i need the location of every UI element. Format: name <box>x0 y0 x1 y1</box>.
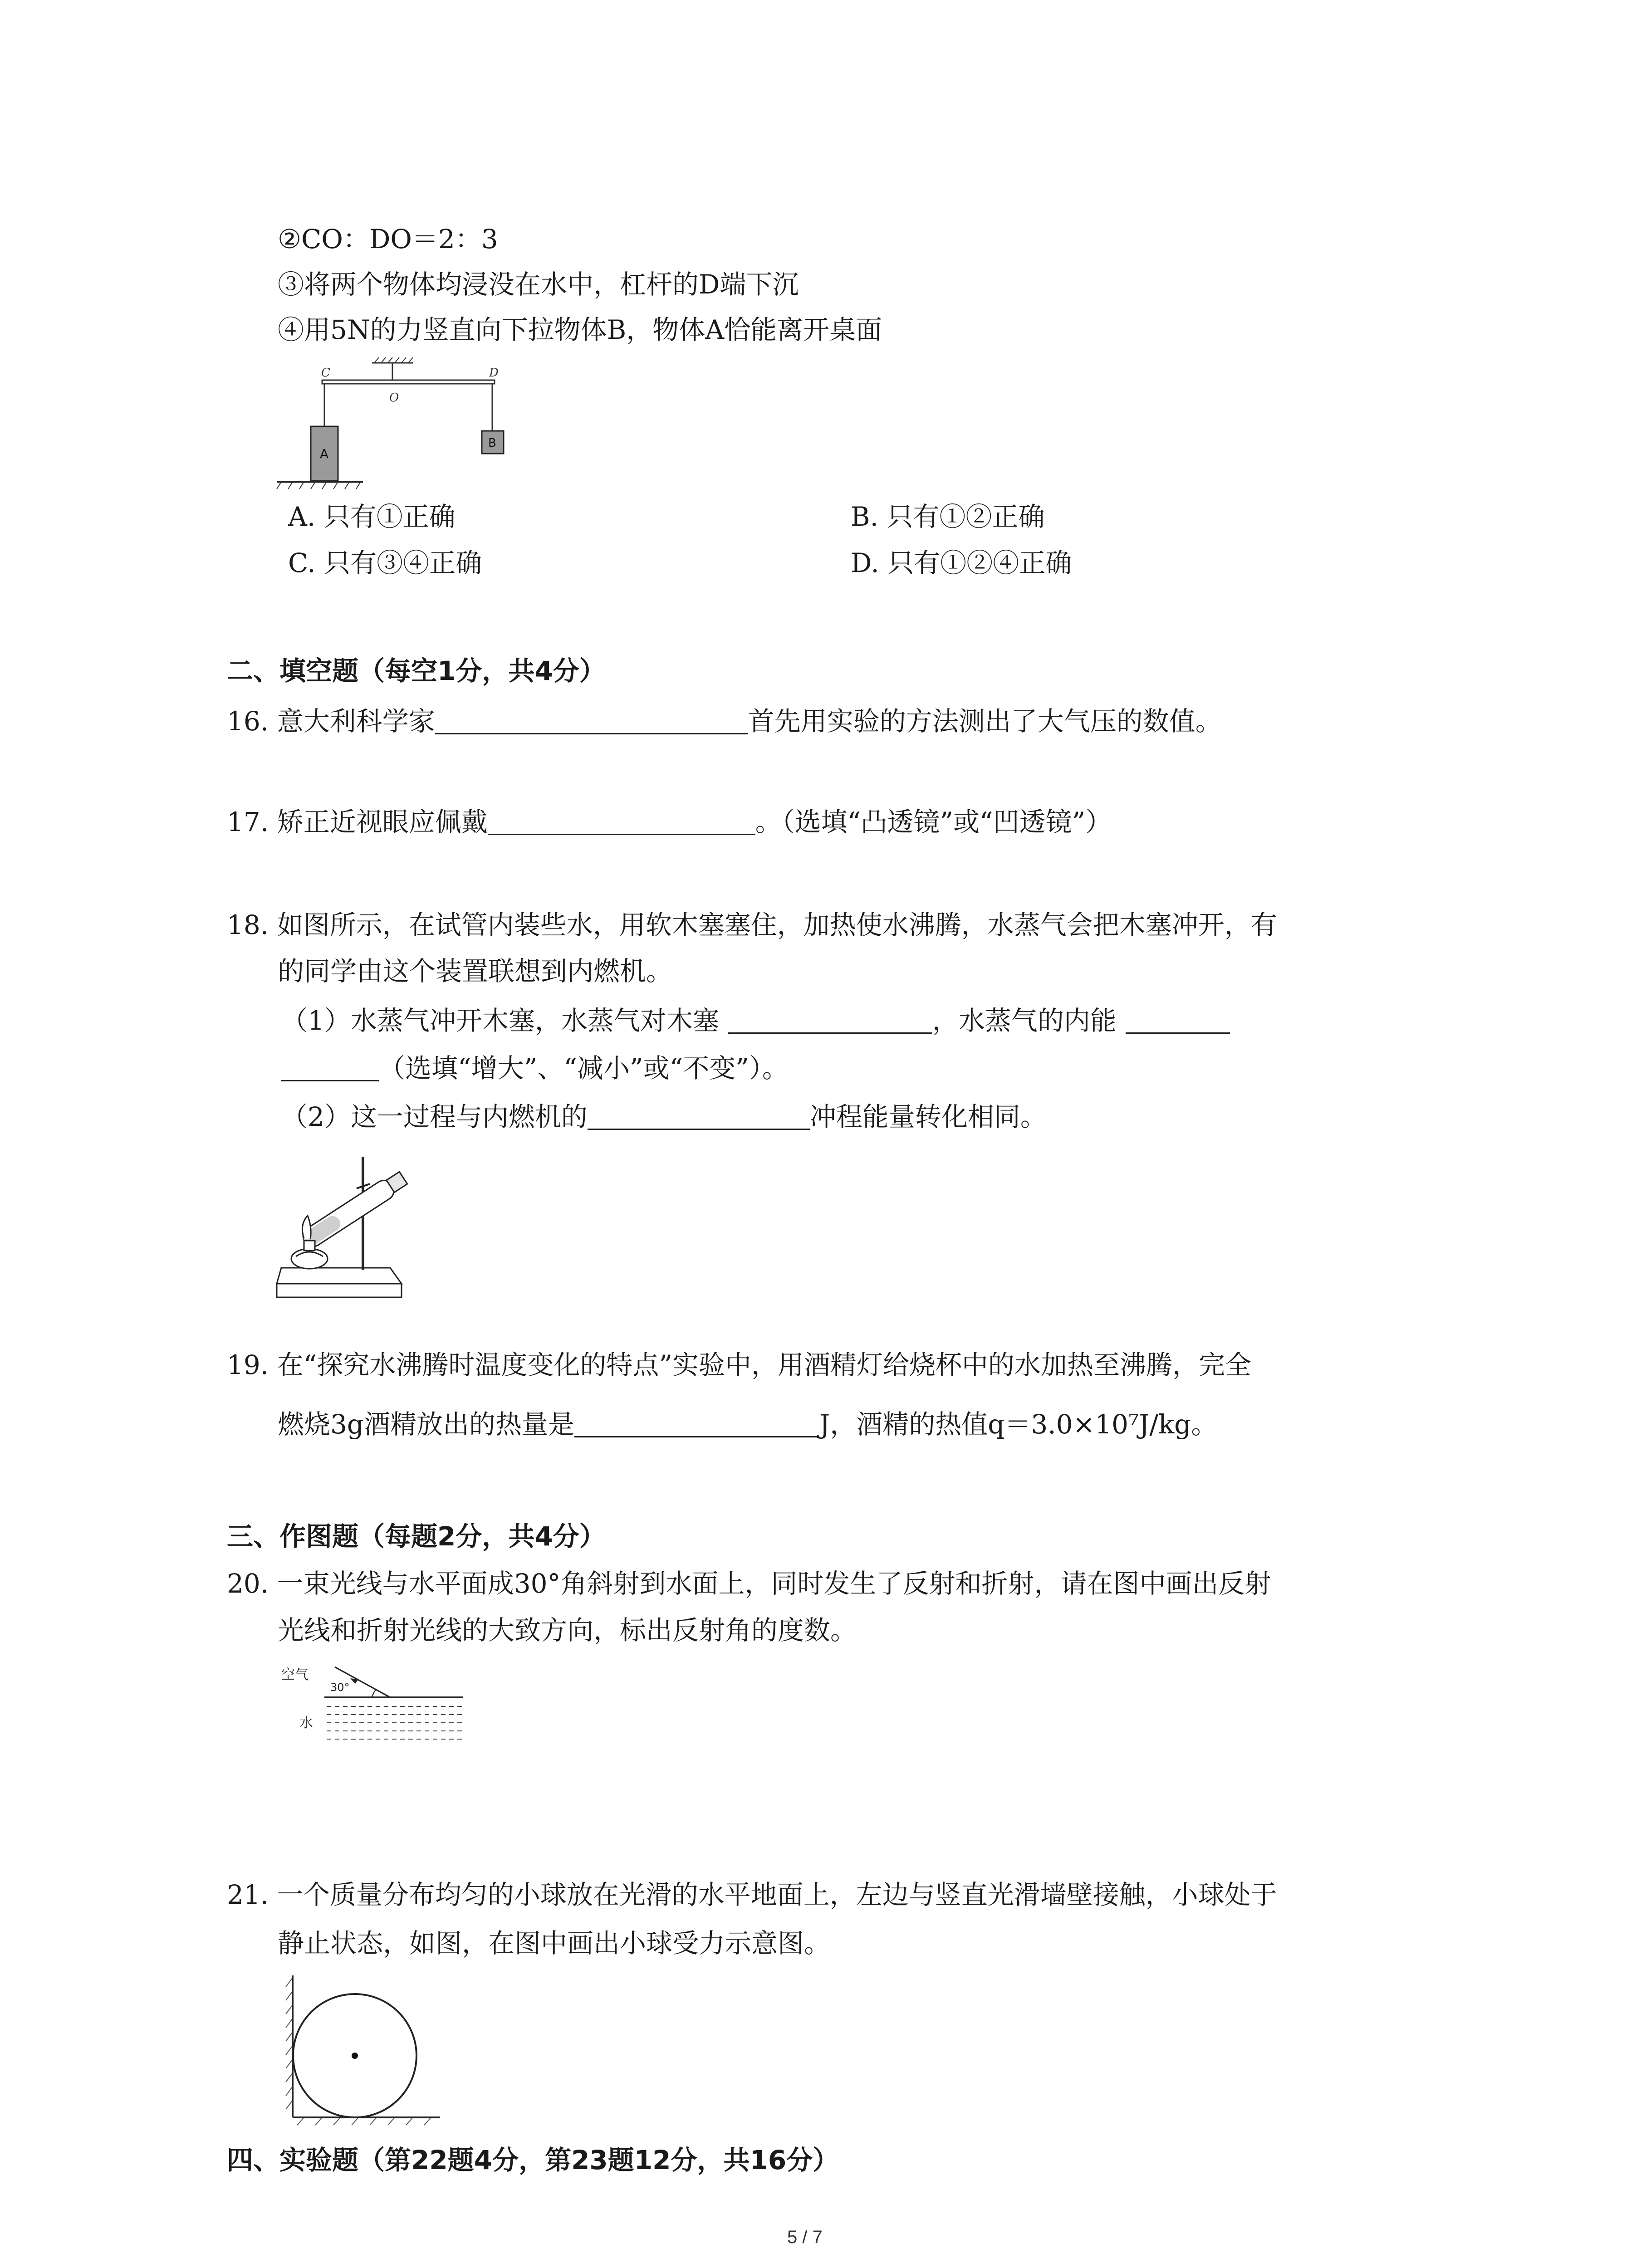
q17-text-after: 。（选填“凸透镜”或“凹透镜”） <box>755 807 1112 837</box>
q16-answer-blank[interactable] <box>435 708 748 734</box>
refraction-figure <box>281 1656 472 1751</box>
lever-label-c: C <box>321 366 330 380</box>
q15-statement-4: ④用5N的力竖直向下拉物体B，物体A恰能离开桌面 <box>278 314 882 345</box>
incident-angle-label: 30° <box>330 1681 350 1694</box>
air-label: 空气 <box>281 1667 309 1683</box>
q16 <box>227 706 1222 737</box>
q21-line-2: 静止状态，如图，在图中画出小球受力示意图。 <box>278 1928 831 1959</box>
q18-p1-blank-2a[interactable] <box>1126 1007 1230 1034</box>
lever-label-o: O <box>389 391 399 405</box>
q18-text-1: 如图所示，在试管内装些水，用软木塞塞住，加热使水沸腾，水蒸气会把木塞冲开，有 <box>277 909 1277 940</box>
q18-p1-blank-1[interactable] <box>728 1007 932 1034</box>
q18-part-1 <box>281 1007 1230 1034</box>
q18-p1-text-mid: ，水蒸气的内能 <box>932 1005 1117 1036</box>
q15-option-a: A. 只有①正确 <box>288 501 456 532</box>
q15-option-d: D. 只有①②④正确 <box>851 547 1072 578</box>
q15-statement-3: ③将两个物体均浸没在水中，杠杆的D端下沉 <box>278 269 799 300</box>
q16-text-after: 首先用实验的方法测出了大气压的数值。 <box>748 706 1222 737</box>
block-b-label: B <box>488 436 496 450</box>
q18-p1-text-before: （1）水蒸气冲开木塞，水蒸气对木塞 <box>281 1005 719 1036</box>
q18-number: 18. <box>227 909 269 940</box>
q15-statement-2: ②CO：DO＝2：3 <box>278 224 498 254</box>
q18-p1-blank-2b[interactable] <box>281 1055 379 1081</box>
lever-figure <box>272 354 554 494</box>
section-4-title: 四、实验题（第22题4分，第23题12分，共16分） <box>227 2145 839 2175</box>
q21-line-1 <box>227 1879 1277 1910</box>
q17-text-before: 矫正近视眼应佩戴 <box>277 807 488 837</box>
q18-p2-text-before: （2）这一过程与内燃机的 <box>281 1101 588 1132</box>
q18-p1-text-after: （选填“增大”、“减小”或“不变”）。 <box>379 1053 789 1084</box>
block-a-label: A <box>320 446 329 461</box>
page-number: 5 / 7 <box>787 2227 823 2247</box>
q20-line-1 <box>227 1570 1271 1597</box>
q15-option-c: C. 只有③④正确 <box>288 547 482 578</box>
q21-number: 21. <box>227 1879 269 1910</box>
q21-text-1: 一个质量分布均匀的小球放在光滑的水平地面上，左边与竖直光滑墙壁接触，小球处于 <box>277 1879 1277 1910</box>
water-label: 水 <box>299 1715 313 1731</box>
q20-text-1: 一束光线与水平面成30°角斜射到水面上，同时发生了反射和折射，请在图中画出反射 <box>277 1568 1271 1599</box>
lever-label-d: D <box>489 366 499 380</box>
q20-line-2: 光线和折射光线的大致方向，标出反射角的度数。 <box>278 1615 857 1646</box>
q18-p2-blank[interactable] <box>588 1103 810 1130</box>
q17 <box>227 808 1112 835</box>
q18-line-1 <box>227 909 1277 940</box>
q18-p2-text-after: 冲程能量转化相同。 <box>809 1101 1047 1132</box>
q16-number: 16. <box>227 706 269 737</box>
q19-text-2-after: J，酒精的热值q＝3.0×10⁷J/kg。 <box>819 1409 1218 1440</box>
q19-answer-blank[interactable] <box>574 1411 819 1437</box>
test-tube-figure <box>272 1143 426 1306</box>
q19-line-2 <box>278 1409 1218 1440</box>
q17-answer-blank[interactable] <box>488 808 755 835</box>
q18-part-1-cont <box>281 1053 789 1084</box>
q19-text-1: 在“探究水沸腾时温度变化的特点”实验中，用酒精灯给烧杯中的水加热至沸腾，完全 <box>277 1349 1251 1380</box>
ball-wall-figure <box>272 1973 445 2127</box>
q18-line-2: 的同学由这个装置联想到内燃机。 <box>278 956 673 987</box>
q18-part-2 <box>281 1103 1047 1130</box>
q16-text-before: 意大利科学家 <box>277 706 435 737</box>
q15-option-b: B. 只有①②正确 <box>851 501 1045 532</box>
q17-number: 17. <box>227 807 269 837</box>
q19-number: 19. <box>227 1349 269 1380</box>
section-2-title: 二、填空题（每空1分，共4分） <box>227 655 606 686</box>
q19-line-1 <box>227 1349 1251 1380</box>
section-3-title: 三、作图题（每题2分，共4分） <box>227 1521 606 1552</box>
q20-number: 20. <box>227 1568 269 1599</box>
q19-text-2-before: 燃烧3g酒精放出的热量是 <box>278 1409 575 1440</box>
